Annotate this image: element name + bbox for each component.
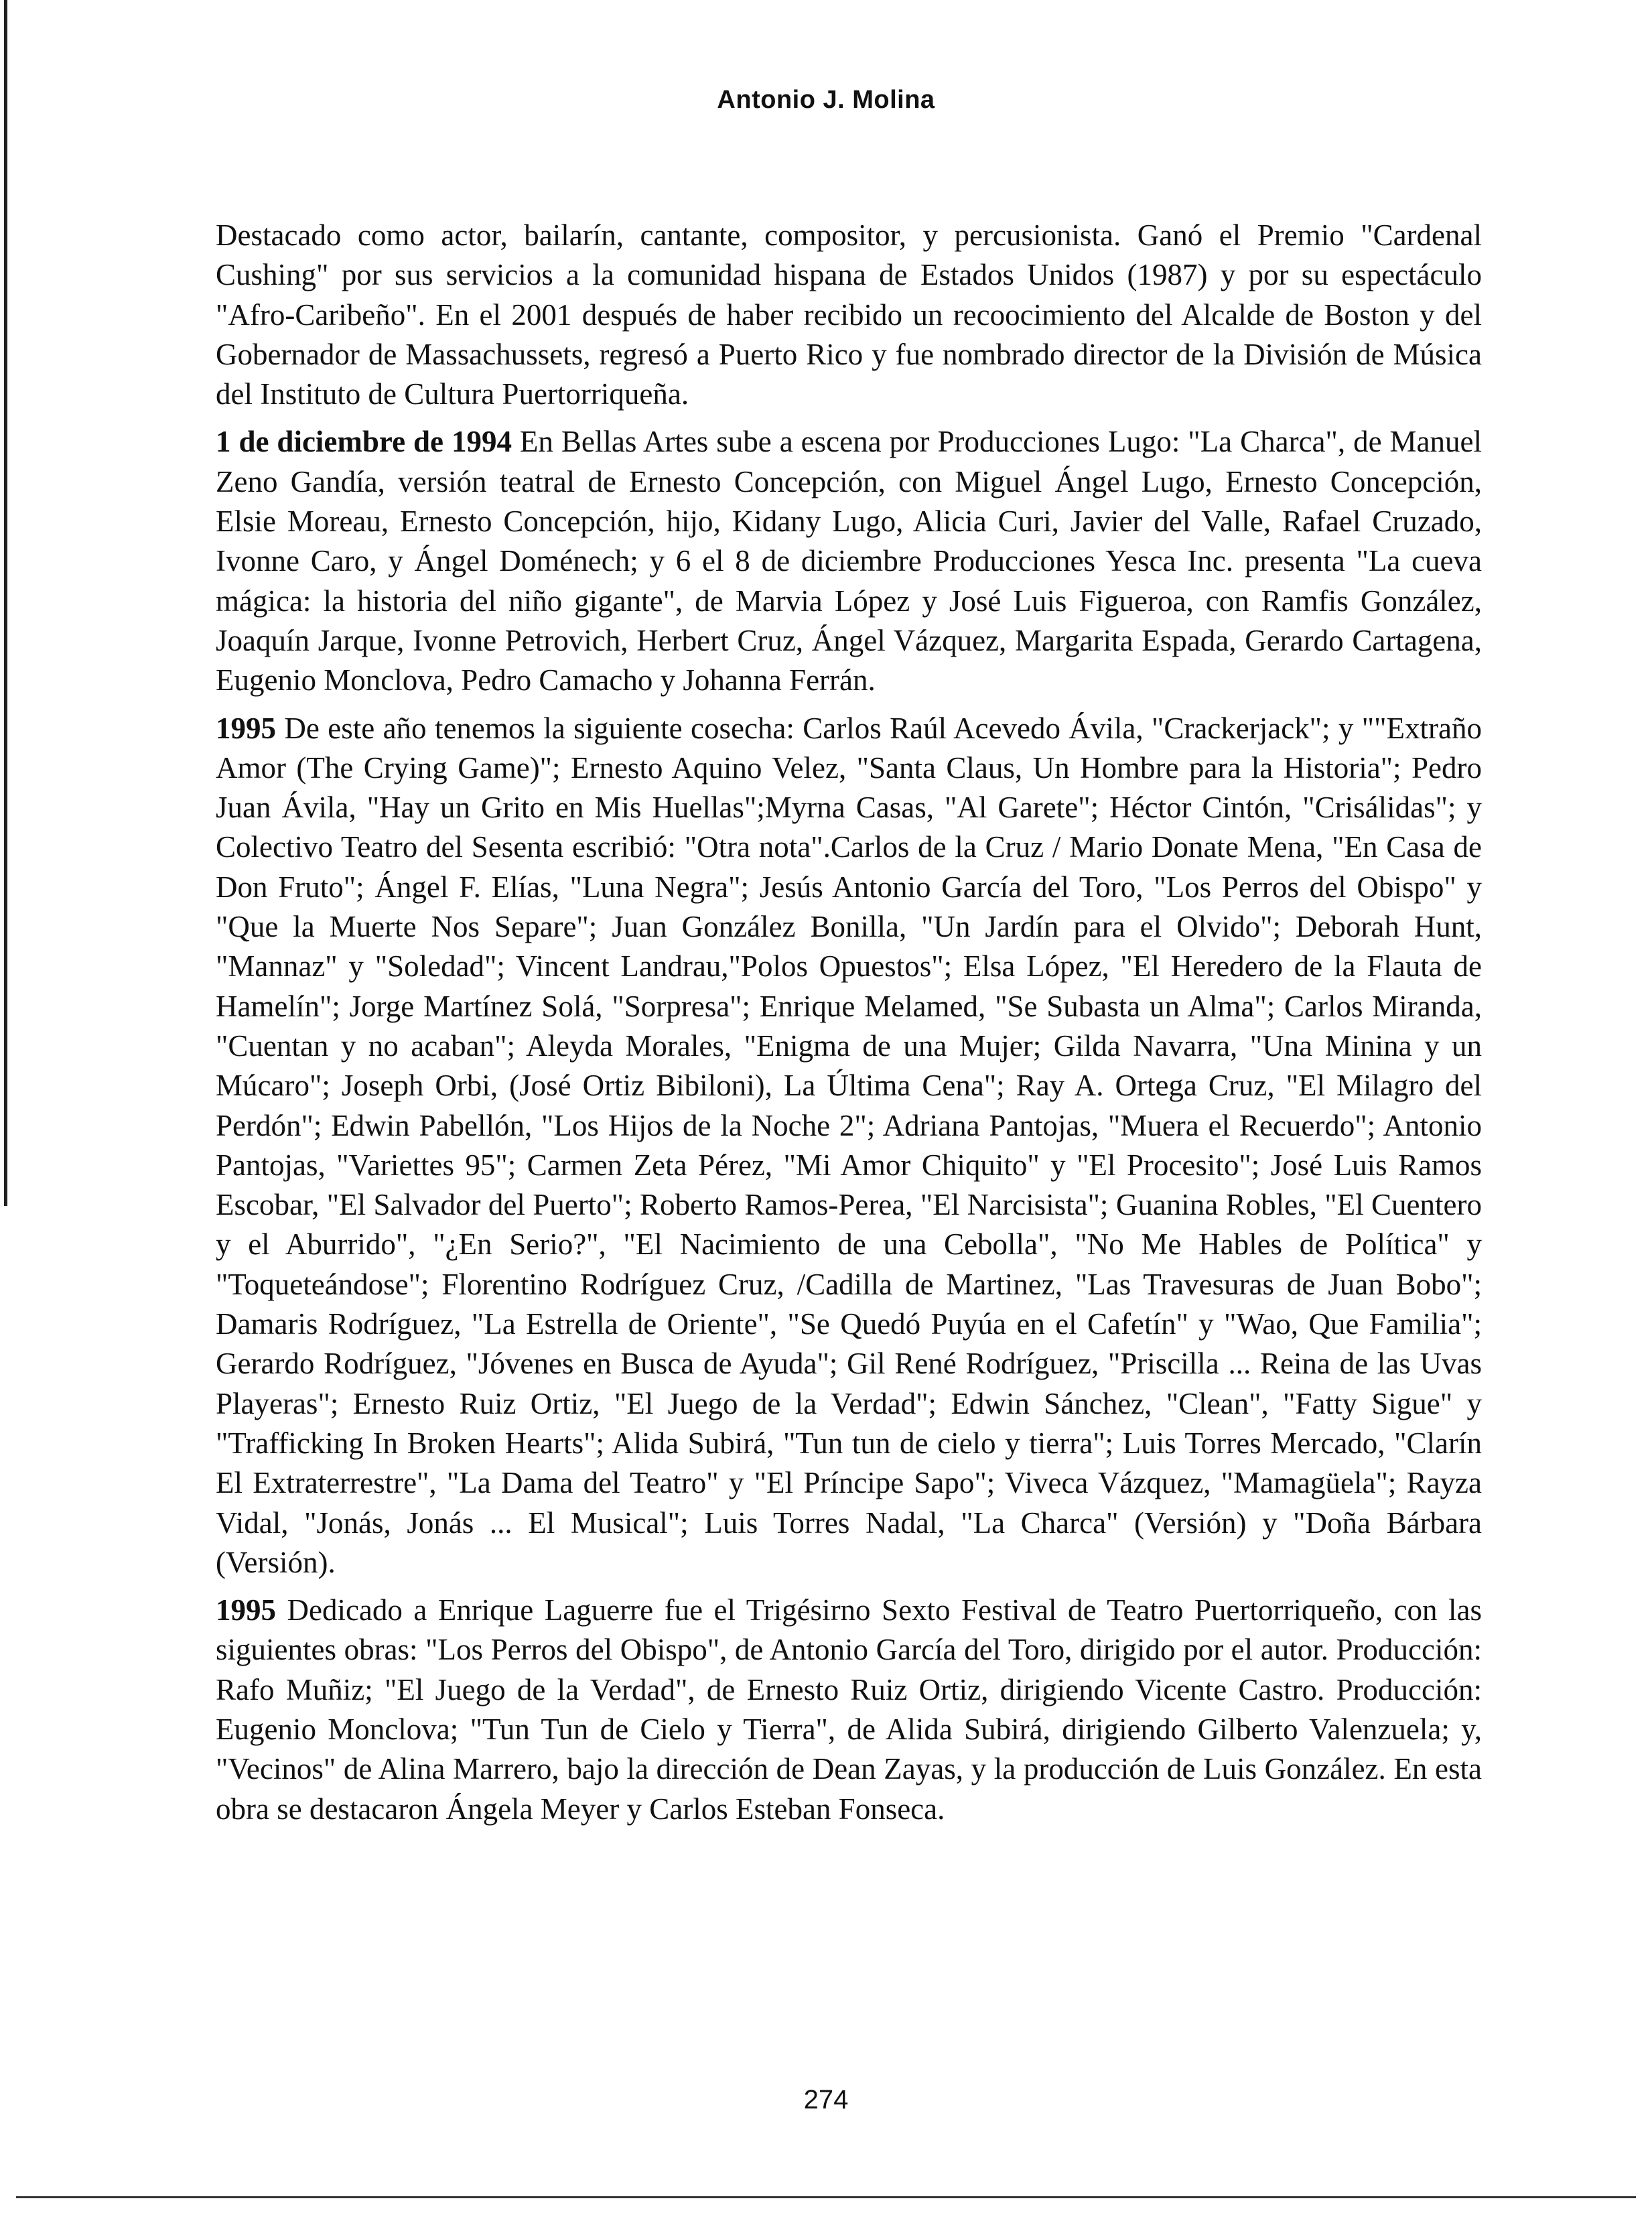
paragraph-1995-festival <box>216 1591 1482 1829</box>
scan-bottom-rule <box>16 2196 1636 2198</box>
paragraph-intro <box>216 216 1482 414</box>
page-number: 274 <box>803 2085 849 2114</box>
scan-edge-rule <box>4 0 7 1206</box>
paragraph-dec-1994 <box>216 422 1482 700</box>
page-body <box>216 216 1482 1837</box>
paragraph-text: Destacado como actor, bailarín, cantante, compositor, y percusionista. Ganó el Premio "Cardenal Cushing" por sus servicios a la comunidad hispana de Estados Unidos (1987) y por su espectáculo "Afro-Caribeño". En el 2001 después de haber recibido un recoocimiento del Alcalde de Boston y del Gobernador de Massachussets, regresó a Puerto Rico y fue nombrado director de la División de Música del Instituto de Cultura Puertorriqueña. <box>216 218 1482 411</box>
paragraph-text: De este año tenemos la siguiente cosecha: Carlos Raúl Acevedo Ávila, "Crackerjack"; y ""Extraño Amor (The Crying Game)"; Ernesto Aquino Velez, "Santa Claus, Un Hombre para la Historia"; Pedro Juan Ávila, "Hay un Grito en Mis Huellas";Myrna Casas, "Al Garete"; Héctor Cintón, "Crisálidas"; y Colectivo Teatro del Sesenta escribió: "Otra nota".Carlos de la Cruz / Mario Donate Mena, "En Casa de Don Fruto"; Ángel F. Elías, "Luna Negra"; Jesús Antonio García del Toro, "Los Perros del Obispo" y "Que la Muerte Nos Separe"; Juan González Bonilla, "Un Jardín para el Olvido"; Deborah Hunt, "Mannaz" y "Soledad"; Vincent Landrau,"Polos Opuestos"; Elsa López, "El Heredero de la Flauta de Hamelín"; Jorge Martínez Solá, "Sorpresa"; Enrique Melamed, "Se Subasta un Alma"; Carlos Miranda, "Cuentan y no acaban"; Aleyda Morales, "Enigma de una Mujer; Gilda Navarra, "Una Minina y un Múcaro"; Joseph Orbi, (José Ortiz Bibiloni), La Última Cena"; Ray A. Ortega Cruz, "El Milagro del Perdón"; Edwin Pabellón, "Los Hijos de la Noche 2"; Adriana Pantojas, "Muera el Recuerdo"; Antonio Pantojas, "Variettes 95"; Carmen Zeta Pérez, "Mi Amor Chiquito" y "El Procesito"; José Luis Ramos Escobar, "El Salvador del Puerto"; Roberto Ramos-Perea, "El Narcisista"; Guanina Robles, "El Cuentero y el Aburrido", "¿En Serio?", "El Nacimiento de una Cebolla", "No Me Hables de Política" y "Toqueteándose"; Florentino Rodríguez Cruz, /Cadilla de Martinez, "Las Travesuras de Juan Bobo"; Damaris Rodríguez, "La Estrella de Oriente", "Se Quedó Puyúa en el Cafetín" y "Wao, Que Familia"; Gerardo Rodríguez, "Jóvenes en Busca de Ayuda"; Gil René Rodríguez, "Priscilla ... Reina de las Uvas Playeras"; Ernesto Ruiz Ortiz, "El Juego de la Verdad"; Edwin Sánchez, "Clean", "Fatty Sigue" y "Trafficking In Broken Hearts"; Alida Subirá, "Tun tun de cielo y tierra"; Luis Torres Mercado, "Clarín El Extraterrestre", "La Dama del Teatro" y "El Príncipe Sapo"; Viveca Vázquez, "Mamagüela"; Rayza Vidal, "Jonás, Jonás ... El Musical"; Luis Torres Nadal, "La Charca" (Versión) y "Doña Bárbara (Versión). <box>216 711 1482 1579</box>
paragraph-text: En Bellas Artes sube a escena por Producciones Lugo: "La Charca", de Manuel Zeno Gandía, versión teatral de Ernesto Concepción, con Miguel Ángel Lugo, Ernesto Concepción, Elsie Moreau, Ernesto Concepción, hijo, Kidany Lugo, Alicia Curi, Javier del Valle, Rafael Cruzado, Ivonne Caro, y Ángel Doménech; y 6 el 8 de diciembre Producciones Yesca Inc. presenta "La cueva mágica: la historia del niño gigante", de Marvia López y José Luis Figueroa, con Ramfis González, Joaquín Jarque, Ivonne Petrovich, Herbert Cruz, Ángel Vázquez, Margarita Espada, Gerardo Cartagena, Eugenio Monclova, Pedro Camacho y Johanna Ferrán. <box>216 425 1482 697</box>
paragraph-date-lead: 1995 <box>216 1593 276 1627</box>
paragraph-1995-harvest <box>216 709 1482 1583</box>
paragraph-text: Dedicado a Enrique Laguerre fue el Trigésirno Sexto Festival de Teatro Puertorriqueño, con las siguientes obras: "Los Perros del Obispo", de Antonio García del Toro, dirigido por el autor. Producción: Rafo Muñiz; "El Juego de la Verdad", de Ernesto Ruiz Ortiz, dirigiendo Vicente Castro. Producción: Eugenio Monclova; "Tun Tun de Cielo y Tierra", de Alida Subirá, dirigiendo Gilberto Valenzuela; y, "Vecinos" de Alina Marrero, bajo la dirección de Dean Zayas, y la producción de Luis González. En esta obra se destacaron Ángela Meyer y Carlos Esteban Fonseca. <box>216 1593 1482 1826</box>
running-head-author: Antonio J. Molina <box>717 86 935 114</box>
paragraph-date-lead: 1995 <box>216 711 276 745</box>
paragraph-date-lead: 1 de diciembre de 1994 <box>216 425 512 459</box>
